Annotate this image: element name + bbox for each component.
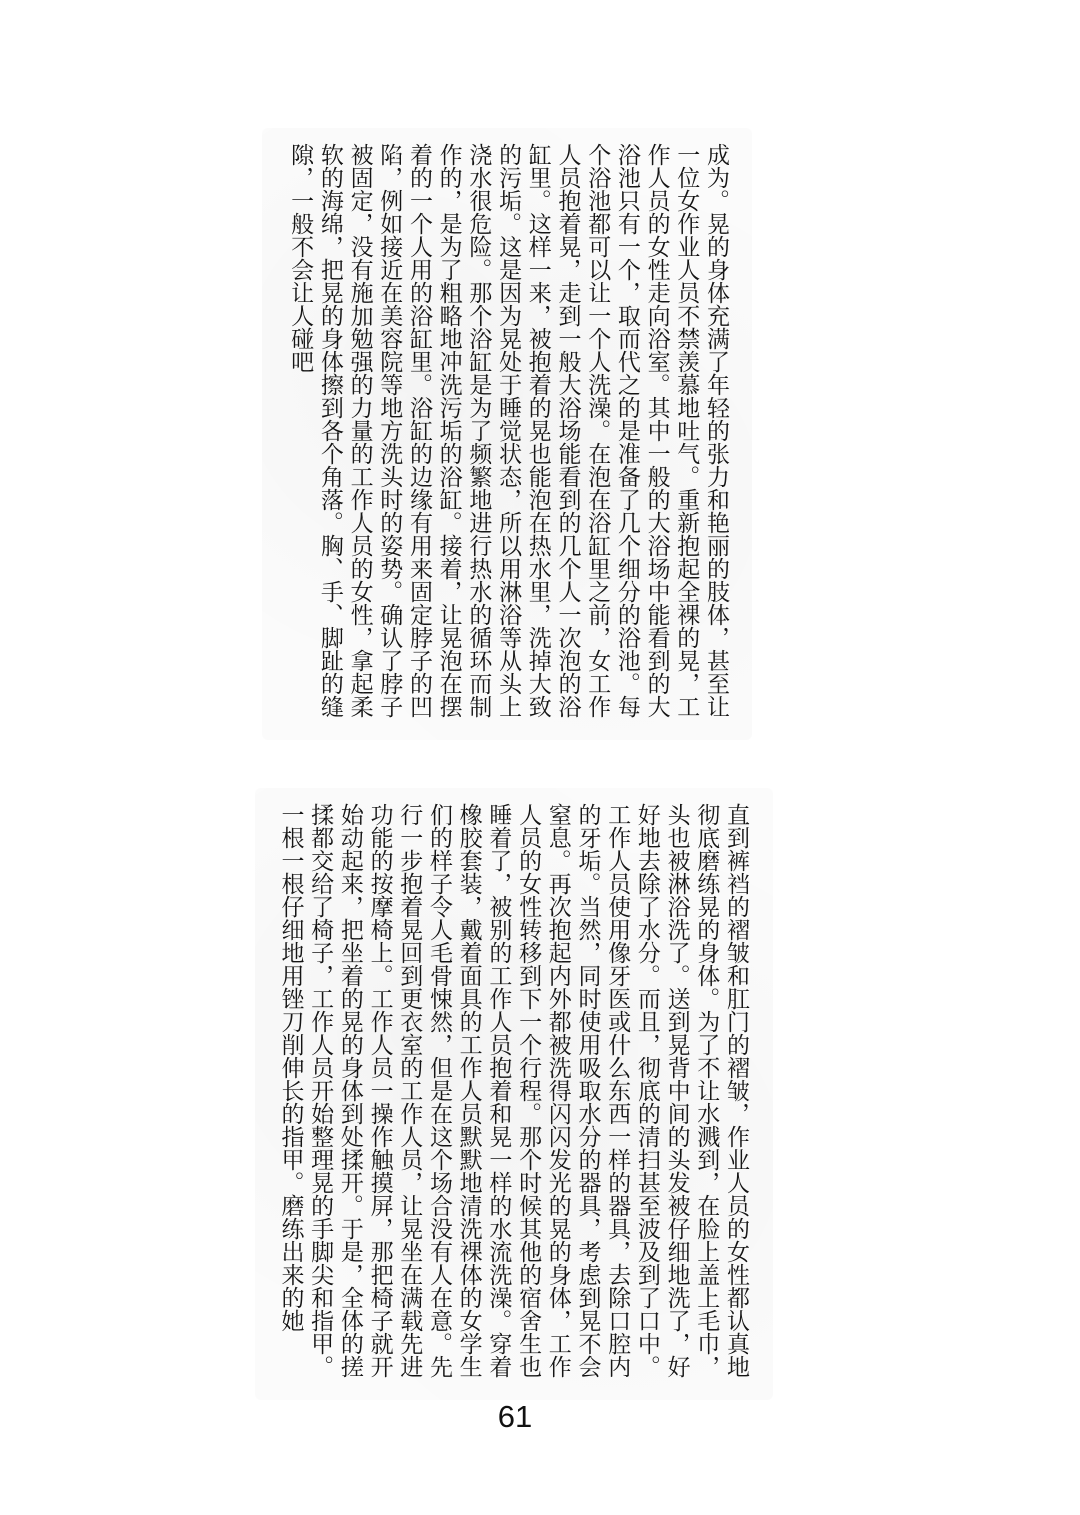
text-column: 好地去除了水分。而且，彻底的清扫甚至波及到了口中。 bbox=[633, 803, 660, 1378]
text-column: 缸里。这样一来，被抱着的晃也能泡在热水里，洗掉大致 bbox=[524, 143, 551, 718]
text-column: 直到裤裆的褶皱和肛门的褶皱，作业人员的女性都认真地 bbox=[723, 803, 749, 1378]
text-column: 浇水很危险。那个浴缸是为了频繁地进行热水的循环而制 bbox=[465, 143, 492, 718]
text-column: 人员抱着晃，走到一般大浴场能看到的几个人一次泡的浴 bbox=[554, 143, 581, 718]
text-column: 成为。晃的身体充满了年轻的张力和艳丽的肢体，甚至让 bbox=[703, 143, 729, 718]
text-column: 工作人员使用像牙医或什么东西一样的器具，去除口腔内 bbox=[604, 803, 631, 1378]
text-column: 们的样子令人毛骨悚然，但是在这个场合没有人在意。先 bbox=[425, 803, 452, 1378]
text-column: 人员的女性转移到下一个行程。那个时候其他的宿舍生也 bbox=[515, 803, 542, 1378]
text-column: 软的海绵，把晃的身体擦到各个角落。胸、手、脚趾的缝 bbox=[316, 143, 343, 718]
text-column: 行一步抱着晃回到更衣室的工作人员，让晃坐在满载先进 bbox=[396, 803, 423, 1378]
text-column: 一根一根仔细地用锉刀削伸长的指甲。磨练出来的她 bbox=[277, 803, 304, 1332]
page-number: 61 bbox=[497, 1399, 533, 1434]
text-column: 睡着了，被别的工作人员抱着和晃一样的水流洗澡。穿着 bbox=[485, 803, 512, 1378]
text-column: 陷，例如接近在美容院等地方洗头时的姿势。确认了脖子 bbox=[376, 143, 403, 718]
text-column: 始动起来，把坐着的晃的身体到处揉开。于是，全体的搓 bbox=[336, 803, 363, 1378]
text-column: 一位女作业人员不禁羡慕地吐气。重新抱起全裸的晃，工 bbox=[673, 143, 700, 718]
bottom-text-block bbox=[274, 803, 750, 1403]
text-column: 揉都交给了椅子，工作人员开始整理晃的手脚尖和指甲。 bbox=[307, 803, 334, 1378]
text-column: 头也被淋浴洗了。送到晃背中间的头发被仔细地洗了，好 bbox=[663, 803, 690, 1378]
text-column: 的污垢。这是因为晃处于睡觉状态，所以用淋浴等从头上 bbox=[495, 143, 522, 718]
text-column: 功能的按摩椅上。工作人员一操作触摸屏，那把椅子就开 bbox=[366, 803, 393, 1378]
text-column: 窒息。再次抱起内外都被洗得闪闪发光的晃的身体，工作 bbox=[544, 803, 571, 1378]
text-column: 浴池只有一个，取而代之的是准备了几个细分的浴池。每 bbox=[613, 143, 640, 718]
text-column: 彻底磨练晃的身体。为了不让水溅到，在脸上盖上毛巾， bbox=[693, 803, 720, 1378]
top-text-block bbox=[284, 143, 730, 743]
text-column: 作人员的女性走向浴室。其中一般的大浴场中能看到的大 bbox=[643, 143, 670, 718]
text-column: 的牙垢。当然，同时使用吸取水分的器具，考虑到晃不会 bbox=[574, 803, 601, 1378]
text-column: 被固定，没有施加勉强的力量的工作人员的女性，拿起柔 bbox=[346, 143, 373, 718]
text-column: 隙，一般不会让人碰吧 bbox=[287, 143, 314, 373]
text-column: 个浴池都可以让一个人洗澡。在泡在浴缸里之前，女工作 bbox=[584, 143, 611, 718]
text-column: 橡胶套装，戴着面具的工作人员默默地清洗裸体的女学生 bbox=[455, 803, 482, 1378]
text-column: 作的，是为了粗略地冲洗污垢的浴缸。接着，让晃泡在摆 bbox=[435, 143, 462, 718]
text-column: 着的一个人用的浴缸里。浴缸的边缘有用来固定脖子的凹 bbox=[405, 143, 432, 718]
